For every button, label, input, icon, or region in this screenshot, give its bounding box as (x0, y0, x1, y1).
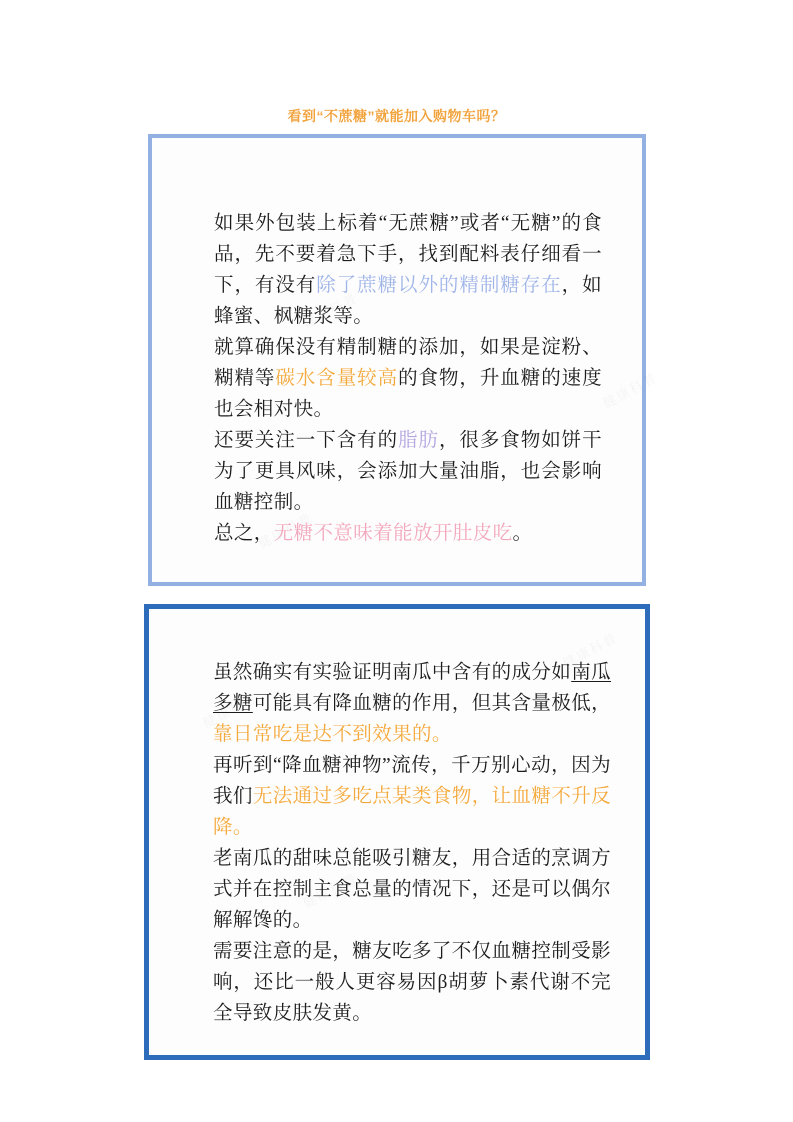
content-card-pumpkin (144, 604, 650, 1060)
paragraph (214, 208, 602, 332)
paragraph (213, 657, 611, 750)
text-run: 还要关注一下含有的 (214, 430, 399, 451)
card-one-body (214, 208, 602, 549)
text-run: 总之， (214, 523, 274, 544)
paragraph (214, 425, 602, 518)
content-card-no-sugar (148, 134, 646, 586)
page-title: 看到“不蔗糖”就能加入购物车吗？ (287, 108, 506, 124)
text-run: 无法通过多吃点某类食物，让血糖不升反降。 (213, 786, 612, 838)
text-run: 老南瓜的甜味总能吸引糖友，用合适的烹调方式并在控制主食总量的情况下，还是可以偶尔解解馋的。 (213, 848, 612, 931)
text-run: 虽然确实有实验证明南瓜中含有的成分如 (213, 662, 572, 683)
text-run: 可能具有降血糖的作用，但其含量极低， (252, 693, 612, 714)
paragraph (213, 843, 611, 936)
text-run: 就算确保没有精制糖的添加，如果是淀粉、糊精等 (214, 337, 602, 389)
text-run: 脂肪 (398, 430, 439, 451)
paragraph (213, 750, 611, 843)
text-run: ，如蜂蜜、枫糖浆等。 (214, 275, 602, 327)
text-run: 的食物，升血糖的速度也会相对快。 (214, 368, 603, 420)
text-run: 靠日常吃是达不到效果的。 (213, 724, 452, 745)
text-run: 南瓜多糖 (213, 662, 612, 714)
paragraph (213, 936, 611, 1029)
paragraph (214, 332, 602, 425)
text-run: 除了蔗糖以外的精制糖存在 (316, 275, 562, 296)
text-run: 无糖不意味着能放开肚皮吃 (273, 523, 513, 544)
text-run: 再听到“降血糖神物”流传，千万别心动，因为我们 (213, 755, 611, 807)
paragraph (214, 518, 602, 549)
text-run: 。 (512, 523, 533, 544)
text-run: 碳水含量较高 (275, 368, 399, 389)
text-run: 需要注意的是，糖友吃多了不仅血糖控制受影响，还比一般人更容易因β胡萝卜素代谢不完全导致皮肤发黄。 (213, 941, 612, 1024)
text-run: 如果外包装上标着“无蔗糖”或者“无糖”的食品，先不要着急下手，找到配料表仔细看一下，有没有 (214, 213, 602, 296)
text-run: ，很多食物如饼干为了更具风味，会添加大量油脂，也会影响血糖控制。 (214, 430, 602, 513)
card-two-body (213, 657, 611, 1029)
